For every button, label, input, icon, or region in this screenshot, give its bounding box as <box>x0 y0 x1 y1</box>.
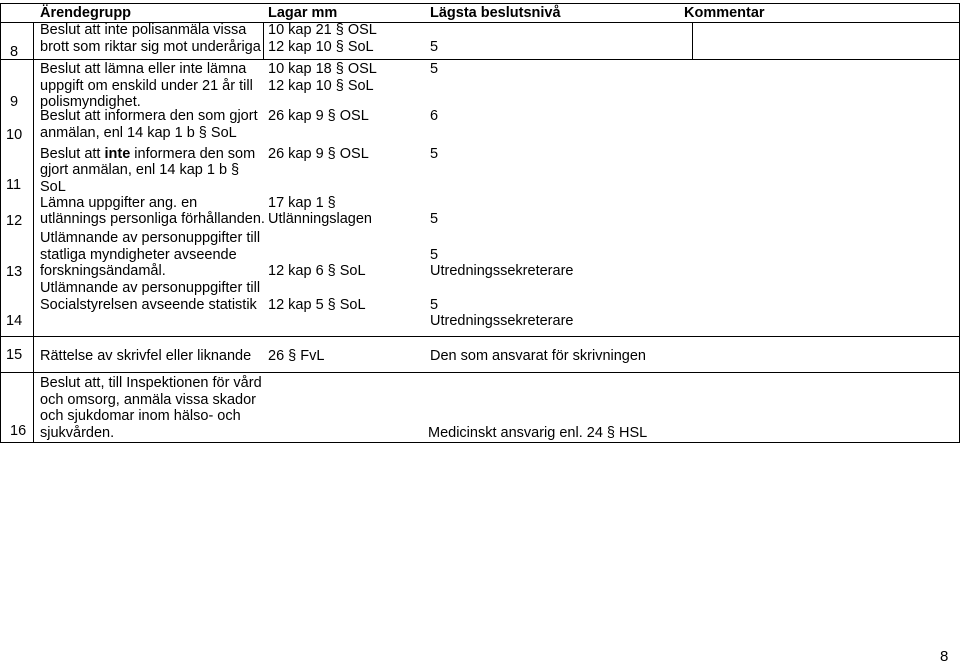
row-number: 13 <box>6 264 23 280</box>
row-law: 10 kap 18 § OSL <box>268 61 377 77</box>
grid-line <box>0 442 960 443</box>
row-number: 14 <box>6 313 23 329</box>
grid-line <box>0 372 960 373</box>
row-description: Beslut att, till Inspektionen för vård <box>40 375 262 391</box>
grid-line <box>692 22 693 59</box>
row-level: 5 <box>430 146 439 162</box>
grid-line <box>0 336 960 337</box>
row-level: 6 <box>430 108 439 124</box>
row-description: och sjukdomar inom hälso- och <box>40 408 241 424</box>
row-number: 15 <box>6 347 23 363</box>
row-level: 5 <box>430 211 439 227</box>
row-description: Lämna uppgifter ang. en <box>40 195 198 211</box>
row-law: 26 kap 9 § OSL <box>268 108 369 124</box>
row-description: Beslut att informera den som gjort <box>40 108 258 124</box>
row-law: 12 kap 10 § SoL <box>268 78 374 94</box>
row-level: 5 <box>430 297 439 313</box>
row-description: Utlämnande av personuppgifter till <box>40 230 261 246</box>
row-description: brott som riktar sig mot underåriga <box>40 39 261 55</box>
grid-line <box>33 22 34 443</box>
row-description: gjort anmälan, enl 14 kap 1 b § <box>40 162 240 178</box>
row-level: Medicinskt ansvarig enl. 24 § HSL <box>428 425 648 441</box>
row-level: 5 <box>430 61 439 77</box>
row-law: 17 kap 1 § <box>268 195 336 211</box>
row-number: 12 <box>6 213 23 229</box>
row-law: Utlänningslagen <box>268 211 372 227</box>
row-description: Rättelse av skrivfel eller liknande <box>40 348 252 364</box>
row-description: anmälan, enl 14 kap 1 b § SoL <box>40 125 237 141</box>
grid-line <box>0 3 1 443</box>
row-description: Beslut att inte polisanmäla vissa <box>40 22 247 38</box>
row-number: 8 <box>10 44 19 60</box>
row-level: Den som ansvarat för skrivningen <box>430 348 646 364</box>
row-level: 5 <box>430 247 439 263</box>
row-description: och omsorg, anmäla vissa skador <box>40 392 256 408</box>
row-law: 10 kap 21 § OSL <box>268 22 377 38</box>
row-law: 26 § FvL <box>268 348 325 364</box>
row-law: 12 kap 10 § SoL <box>268 39 374 55</box>
row-level: Utredningssekreterare <box>430 313 574 329</box>
grid-line <box>0 59 960 60</box>
row-number: 9 <box>10 94 19 110</box>
row-description: Utlämnande av personuppgifter till <box>40 280 261 296</box>
row-level: Utredningssekreterare <box>430 263 574 279</box>
grid-line <box>263 22 264 59</box>
row-level: 5 <box>430 39 439 55</box>
row-description: Beslut att inte informera den som <box>40 146 256 162</box>
row-number: 10 <box>6 127 23 143</box>
row-description: SoL <box>40 179 66 195</box>
row-law: 12 kap 6 § SoL <box>268 263 366 279</box>
row-description: uppgift om enskild under 21 år till <box>40 78 253 94</box>
header-arendegrupp: Ärendegrupp <box>40 5 132 21</box>
row-law: 12 kap 5 § SoL <box>268 297 366 313</box>
grid-line <box>0 3 960 4</box>
page-number: 8 <box>940 648 949 665</box>
row-description: Beslut att lämna eller inte lämna <box>40 61 247 77</box>
row-description: statliga myndigheter avseende <box>40 247 237 263</box>
row-description: utlännings personliga förhållanden. <box>40 211 265 227</box>
row-description: forskningsändamål. <box>40 263 166 279</box>
row-number: 16 <box>10 423 27 439</box>
row-description: Socialstyrelsen avseende statistik <box>40 297 257 313</box>
row-description: polismyndighet. <box>40 94 141 110</box>
row-description: sjukvården. <box>40 425 115 441</box>
row-number: 11 <box>6 177 22 193</box>
header-beslutsniva: Lägsta beslutsnivå <box>430 5 561 21</box>
header-lagar: Lagar mm <box>268 5 338 21</box>
row-law: 26 kap 9 § OSL <box>268 146 369 162</box>
header-kommentar: Kommentar <box>684 5 765 21</box>
